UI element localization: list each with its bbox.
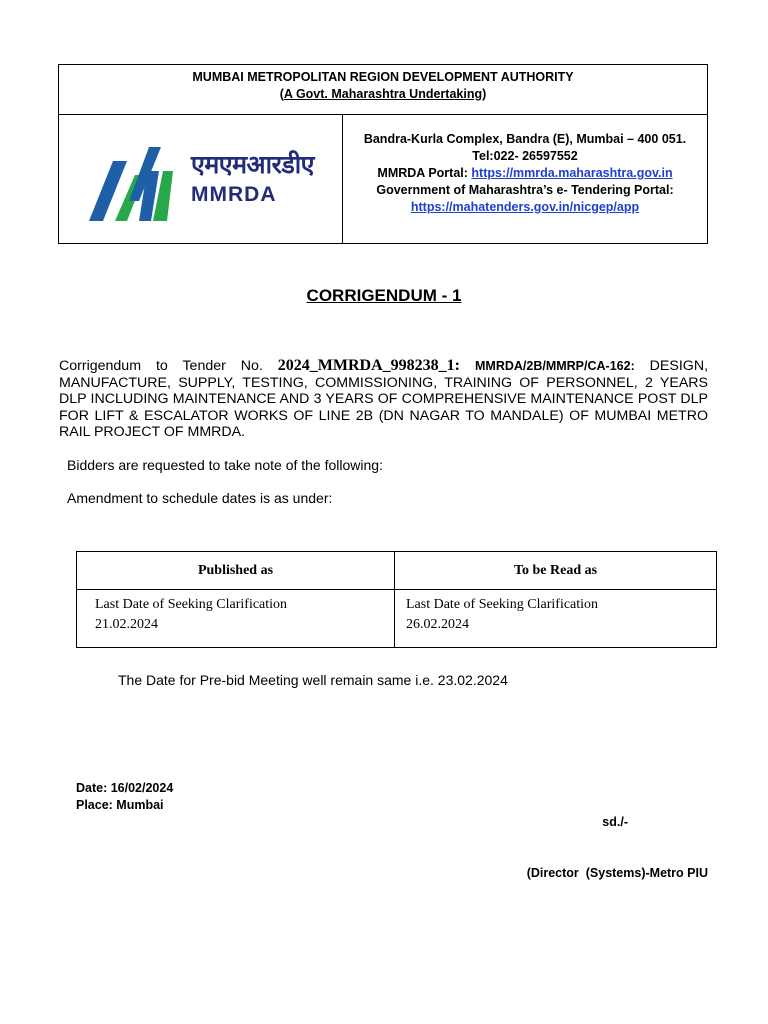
intro-paragraph: Corrigendum to Tender No. 2024_MMRDA_998238_1: MMRDA/2B/MMRP/CA-162: DESIGN, MANUFACTURE, SUPPLY, TESTING, COMMISSIONING, TRAINING OF PERSONNEL, 2 YEARS DLP INCLUDING MAINTENANCE AND 3 YEARS OF COMPREHENSIVE MAINTENANCE POST DLP FOR LIFT & ESCALATOR WORKS OF LINE 2B (DN NAGAR TO MANDALE) OF MUMBAI METRO RAIL PROJECT OF MMRDA.	[59, 357, 709, 440]
header-published-as: Published as	[77, 552, 395, 590]
portal-line: MMRDA Portal: https://mmrda.maharashtra.gov.in	[377, 166, 673, 180]
designation: (Director (Systems)-Metro PIU	[526, 866, 708, 880]
table-header-row	[77, 552, 717, 590]
letterhead-title	[59, 65, 707, 115]
mmrda-logo	[89, 145, 327, 221]
mmrda-logo-mark-icon	[89, 145, 189, 221]
read-label: Last Date of Seeking Clarification	[406, 597, 599, 612]
org-name: MUMBAI METROPOLITAN REGION DEVELOPMENT AUTHORITY	[192, 70, 574, 84]
published-cell	[77, 590, 395, 648]
org-subtitle: (A Govt. Maharashtra Undertaking)	[279, 87, 487, 101]
tender-reference: MMRDA/2B/MMRP/CA-162:	[475, 359, 635, 373]
header-to-be-read-as: To be Read as	[395, 552, 717, 590]
table-row	[77, 590, 717, 648]
tender-portal-label: Government of Maharashtra’s e- Tendering Portal:	[376, 183, 674, 197]
footer-left	[76, 780, 173, 814]
published-date: 21.02.2024	[95, 617, 158, 632]
letterhead	[58, 64, 708, 244]
logo-cell	[59, 115, 343, 243]
notice-text: Bidders are requested to take note of the following:	[67, 457, 383, 473]
contact-info	[343, 115, 707, 243]
footer-place: Place: Mumbai	[76, 798, 164, 812]
footer-right	[498, 780, 708, 899]
schedule-table	[76, 551, 717, 648]
tender-portal-link[interactable]: https://mahatenders.gov.in/nicgep/app	[410, 200, 640, 214]
tender-number: 2024_MMRDA_998238_1	[277, 357, 455, 374]
logo-devanagari-text: एमएमआरडीए	[191, 150, 315, 179]
amendment-text: Amendment to schedule dates is as under:	[67, 490, 333, 506]
org-subtitle-text: A Govt. Maharashtra Undertaking	[283, 87, 483, 101]
prebid-note: The Date for Pre-bid Meeting well remain same i.e. 23.02.2024	[118, 672, 508, 688]
mmrda-portal-link[interactable]: https://mmrda.maharashtra.gov.in	[471, 166, 673, 180]
read-date: 26.02.2024	[406, 617, 469, 632]
published-label: Last Date of Seeking Clarification	[95, 597, 288, 612]
footer-date: Date: 16/02/2024	[76, 781, 174, 795]
document-title: CORRIGENDUM - 1	[306, 286, 462, 305]
read-cell	[395, 590, 717, 648]
signature: sd./-	[602, 815, 628, 829]
logo-english-text: MMRDA	[191, 183, 277, 206]
telephone: Tel:022- 26597552	[472, 149, 578, 163]
tender-description: DESIGN, MANUFACTURE, SUPPLY, TESTING, COMMISSIONING, TRAINING OF PERSONNEL, 2 YEARS DLP INCLUDING MAINTENANCE AND 3 YEARS OF COMPREHENSIVE MAINTENANCE POST DLP FOR LIFT & ESCALATOR WORKS OF LINE 2B (DN NAGAR TO MANDALE) OF MUMBAI METRO RAIL PROJECT OF MMRDA.	[59, 358, 709, 440]
address: Bandra-Kurla Complex, Bandra (E), Mumbai – 400 051.	[363, 132, 687, 146]
